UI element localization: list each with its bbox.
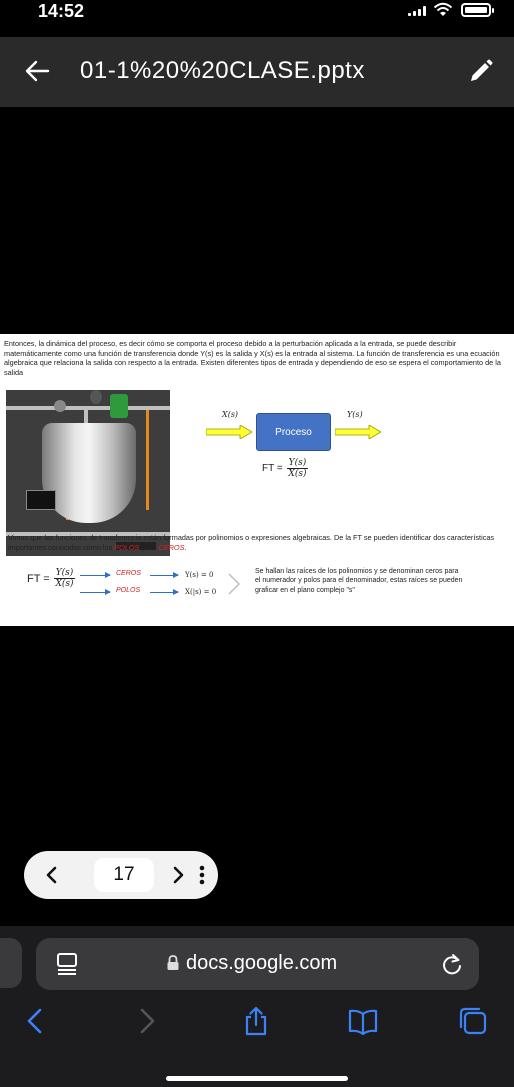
ft-lhs: FT = bbox=[262, 463, 283, 474]
page-navigation bbox=[24, 851, 218, 899]
slide-content bbox=[0, 334, 514, 626]
para2-text-a: Vimos que las funciones de transferencia están formadas por polinomios o expresiones algebraicas. De la FT se pueden identificar dos características importantes conocidas como los bbox=[8, 533, 495, 552]
ft2-lhs: FT = bbox=[27, 572, 50, 585]
arrow-to-y-eq bbox=[150, 575, 178, 576]
tank-graphic bbox=[42, 423, 136, 523]
transfer-function-equation bbox=[262, 458, 308, 479]
ft2-numerator: Y(s) bbox=[55, 568, 74, 578]
input-arrow-icon bbox=[206, 425, 252, 439]
ceros-word: CEROS bbox=[158, 542, 185, 552]
arrow-to-x-eq bbox=[150, 592, 178, 593]
browser-toolbar bbox=[0, 926, 514, 1087]
output-label: Y(s) bbox=[347, 410, 363, 419]
reader-mode-icon[interactable] bbox=[56, 952, 78, 976]
para2-text-mid: y los bbox=[139, 542, 159, 552]
status-bar bbox=[0, 0, 514, 36]
process-block: Proceso bbox=[256, 413, 331, 451]
para2-text-end: . bbox=[184, 542, 187, 552]
status-time: 14:52 bbox=[38, 1, 85, 21]
ft2-denominator: X(s) bbox=[55, 579, 74, 589]
ft-poles-zeros-equation bbox=[27, 568, 75, 589]
back-icon[interactable] bbox=[20, 1006, 50, 1036]
url-text: docs.google.com bbox=[186, 952, 338, 974]
slide-paragraph-2 bbox=[8, 533, 508, 553]
forward-icon[interactable] bbox=[132, 1006, 162, 1036]
battery-icon bbox=[461, 3, 491, 17]
process-tank-image bbox=[6, 390, 170, 556]
ft-numerator: Y(s) bbox=[288, 458, 307, 468]
y-equals-zero: Y(s) = 0 bbox=[185, 571, 214, 579]
polos-word: POLOS bbox=[114, 542, 140, 552]
document-title: 01-1%20%20CLASE.pptx bbox=[80, 57, 365, 84]
motor-graphic bbox=[110, 394, 128, 418]
lock-icon bbox=[166, 955, 180, 971]
tabs-icon[interactable] bbox=[458, 1006, 488, 1036]
edit-pencil-icon[interactable] bbox=[466, 58, 494, 86]
share-icon[interactable] bbox=[241, 1006, 271, 1036]
previous-tab-preview[interactable] bbox=[0, 938, 22, 988]
roots-explanation-text: Se hallan las raíces de los polinomios y se denominan ceros para el numerador y polos para el denominador, estas raíces se pueden graficar en el plano complejo "s" bbox=[255, 568, 463, 594]
arrow-to-polos bbox=[80, 592, 110, 593]
ft-denominator: X(s) bbox=[288, 469, 307, 479]
home-indicator bbox=[166, 1076, 348, 1081]
back-arrow-icon[interactable] bbox=[24, 58, 50, 84]
x-equals-zero: X(|s) = 0 bbox=[185, 588, 217, 596]
reload-icon[interactable] bbox=[440, 952, 464, 976]
app-bar bbox=[0, 37, 514, 107]
bookmarks-icon[interactable] bbox=[348, 1006, 378, 1036]
arrow-to-ceros bbox=[80, 575, 110, 576]
slide-intro-text: Entonces, la dinámica del proceso, es decir cómo se comporta el proceso debido a la perturbación aplicada a la entrada, se puede describir matemáticamente como una función de transferencia donde Y(s) es la salida y X(s) es la entrada al sistema. La función de transferencia es una ecuación algebraica que relaciona la salida con respecto a la entrada. Existen diferentes tipos de entrada y dependiendo de eso se espera el comportamiento de la salida bbox=[4, 339, 501, 377]
chevron-right-icon bbox=[227, 572, 241, 596]
polos-label: POLOS bbox=[116, 587, 141, 594]
wifi-icon bbox=[433, 2, 453, 18]
input-label: X(s) bbox=[222, 410, 239, 419]
address-bar[interactable] bbox=[36, 938, 479, 990]
next-page-icon[interactable] bbox=[166, 863, 190, 887]
signal-icon bbox=[408, 6, 426, 16]
output-arrow-icon bbox=[335, 425, 381, 439]
more-options-icon[interactable] bbox=[196, 863, 208, 887]
previous-page-icon[interactable] bbox=[40, 863, 64, 887]
ceros-label: CEROS bbox=[116, 570, 141, 577]
current-page-number[interactable]: 17 bbox=[94, 858, 154, 892]
